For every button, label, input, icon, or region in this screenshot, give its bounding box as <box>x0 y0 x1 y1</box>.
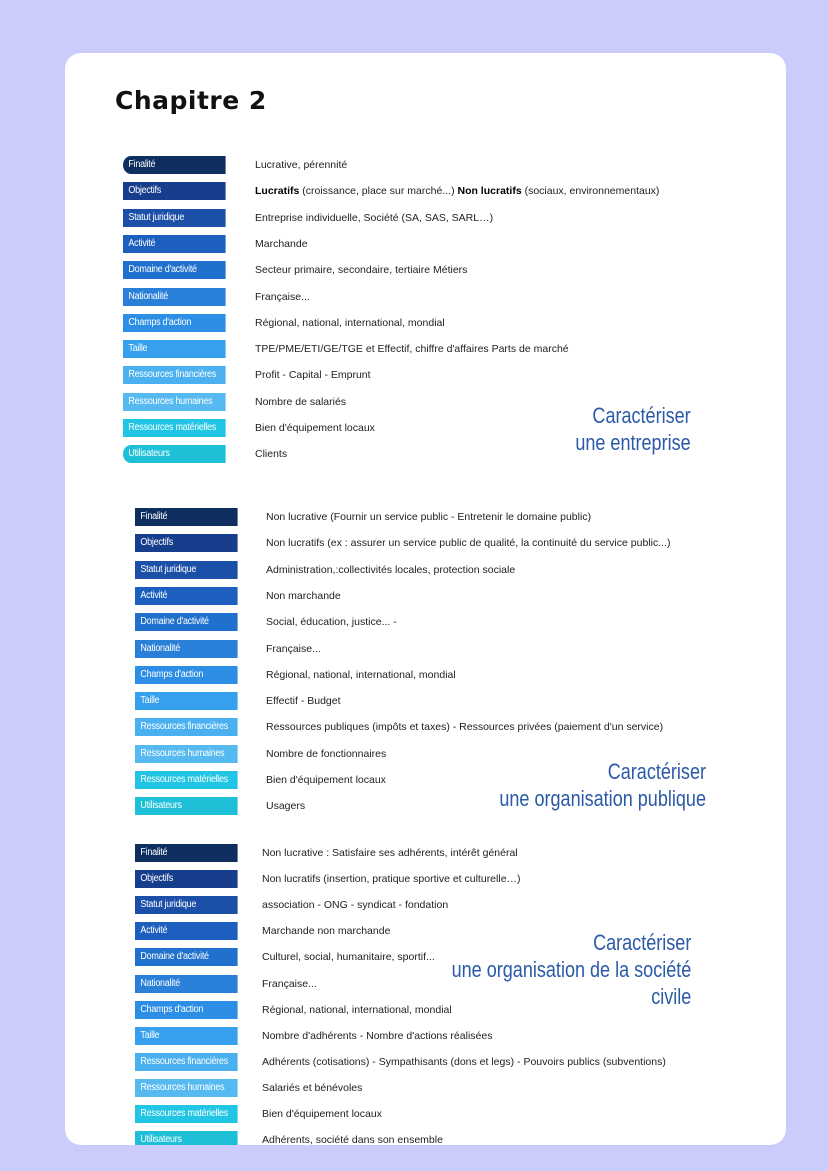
value-ressources-materielles: Bien d'équipement locaux <box>266 774 386 786</box>
section-headline <box>451 929 691 1010</box>
label-tag-ressources-humaines: Ressources humaines <box>135 1079 238 1097</box>
label-tag-ressources-materielles: Ressources matérielles <box>135 771 238 789</box>
value-part: (sociaux, environnementaux) <box>521 185 660 198</box>
label-tag-champs-d-action: Champs d'action <box>123 314 226 332</box>
value-ressources-financieres: Profit - Capital - Emprunt <box>255 369 371 382</box>
value-objectifs: Non lucratifs (insertion, pratique sportive et culturelle…) <box>262 873 521 886</box>
value-utilisateurs: Clients <box>255 448 288 461</box>
value-taille: TPE/PME/ETI/GE/TGE et Effectif, chiffre d'affaires Parts de marché <box>255 343 569 356</box>
value-ressources-financieres: Ressources publiques (impôts et taxes) - Ressources privées (paiement d'un service) <box>266 721 664 734</box>
page-title: Chapitre 2 <box>115 86 267 115</box>
label-tag-utilisateurs: Utilisateurs <box>123 445 226 463</box>
label-tag-statut-juridique: Statut juridique <box>135 561 238 579</box>
label-tag-utilisateurs: Utilisateurs <box>135 1131 238 1145</box>
value-ressources-materielles: Bien d'équipement locaux <box>262 1108 382 1120</box>
value-part: Non lucratifs <box>457 185 522 198</box>
label-tag-domaine-d-activite: Domaine d'activité <box>135 948 238 966</box>
section-headline <box>576 402 691 456</box>
label-tag-statut-juridique: Statut juridique <box>123 209 226 227</box>
value-champs-d-action: Régional, national, international, mondial <box>262 1003 452 1016</box>
value-statut-juridique: Administration,:collectivités locales, protection sociale <box>266 563 516 576</box>
label-tag-taille: Taille <box>123 340 226 358</box>
label-tag-utilisateurs: Utilisateurs <box>135 797 238 815</box>
label-tag-finalite: Finalité <box>135 844 238 862</box>
headline-line: une entreprise <box>575 430 691 455</box>
value-ressources-humaines: Salariés et bénévoles <box>262 1081 363 1094</box>
label-tag-nationalite: Nationalité <box>123 288 226 306</box>
value-taille: Effectif - Budget <box>266 695 341 708</box>
value-nationalite: Française... <box>262 977 317 990</box>
label-tag-domaine-d-activite: Domaine d'activité <box>135 613 238 631</box>
value-ressources-materielles: Bien d'équipement locaux <box>255 422 375 434</box>
page-card <box>65 53 786 1145</box>
value-domaine-d-activite: Culturel, social, humanitaire, sportif... <box>262 951 435 964</box>
value-ressources-humaines: Nombre de fonctionnaires <box>266 747 387 760</box>
value-ressources-humaines: Nombre de salariés <box>255 395 347 408</box>
label-tag-nationalite: Nationalité <box>135 975 238 993</box>
value-finalite: Non lucrative : Satisfaire ses adhérents, intérêt général <box>262 847 518 859</box>
label-tag-objectifs: Objectifs <box>123 182 226 200</box>
label-tag-ressources-financieres: Ressources financières <box>135 718 238 736</box>
value-activite: Marchande non marchande <box>262 925 391 938</box>
value-activite: Non marchande <box>266 589 341 602</box>
value-domaine-d-activite: Secteur primaire, secondaire, tertiaire Métiers <box>255 264 468 277</box>
label-tag-finalite: Finalité <box>135 508 238 526</box>
label-tag-statut-juridique: Statut juridique <box>135 896 238 914</box>
label-tag-champs-d-action: Champs d'action <box>135 666 238 684</box>
section-headline <box>499 758 706 812</box>
label-tag-activite: Activité <box>135 587 238 605</box>
headline-line: une organisation de la société <box>451 957 691 982</box>
value-activite: Marchande <box>255 237 308 250</box>
headline-line: une organisation publique <box>499 786 706 811</box>
headline-line: civile <box>650 984 691 1009</box>
value-utilisateurs: Usagers <box>266 800 306 813</box>
value-finalite: Lucrative, pérennité <box>255 159 348 171</box>
headline-line: Caractériser <box>592 930 691 955</box>
label-tag-objectifs: Objectifs <box>135 870 238 888</box>
label-tag-finalite: Finalité <box>123 156 226 174</box>
value-part: Lucratifs <box>255 185 300 198</box>
value-statut-juridique: association - ONG - syndicat - fondation <box>262 899 449 912</box>
value-nationalite: Française... <box>255 290 310 303</box>
value-champs-d-action: Régional, national, international, mondial <box>266 668 456 681</box>
label-tag-ressources-humaines: Ressources humaines <box>135 745 238 763</box>
value-finalite: Non lucrative (Fournir un service public - Entretenir le domaine public) <box>266 511 592 523</box>
label-tag-champs-d-action: Champs d'action <box>135 1001 238 1019</box>
label-tag-ressources-humaines: Ressources humaines <box>123 393 226 411</box>
value-domaine-d-activite: Social, éducation, justice... - <box>266 616 397 629</box>
label-tag-ressources-materielles: Ressources matérielles <box>135 1105 238 1123</box>
value-champs-d-action: Régional, national, international, mondial <box>255 316 445 329</box>
value-nationalite: Française... <box>266 642 321 655</box>
label-tag-objectifs: Objectifs <box>135 534 238 552</box>
value-objectifs <box>255 182 659 200</box>
value-utilisateurs: Adhérents, société dans son ensemble <box>262 1134 443 1145</box>
label-tag-ressources-financieres: Ressources financières <box>135 1053 238 1071</box>
headline-line: Caractériser <box>607 759 706 784</box>
label-tag-ressources-materielles: Ressources matérielles <box>123 419 226 437</box>
label-tag-activite: Activité <box>123 235 226 253</box>
label-tag-taille: Taille <box>135 1027 238 1045</box>
label-tag-ressources-financieres: Ressources financières <box>123 366 226 384</box>
headline-line: Caractériser <box>592 403 691 428</box>
value-objectifs: Non lucratifs (ex : assurer un service public de qualité, la continuité du service public...) <box>266 537 671 550</box>
label-tag-domaine-d-activite: Domaine d'activité <box>123 261 226 279</box>
label-tag-activite: Activité <box>135 922 238 940</box>
value-ressources-financieres: Adhérents (cotisations) - Sympathisants (dons et legs) - Pouvoirs publics (subventions) <box>262 1055 666 1068</box>
label-tag-nationalite: Nationalité <box>135 640 238 658</box>
value-taille: Nombre d'adhérents - Nombre d'actions réalisées <box>262 1029 493 1042</box>
value-statut-juridique: Entreprise individuelle, Société (SA, SAS, SARL…) <box>255 211 494 224</box>
value-part: (croissance, place sur marché...) <box>299 185 458 198</box>
label-tag-taille: Taille <box>135 692 238 710</box>
